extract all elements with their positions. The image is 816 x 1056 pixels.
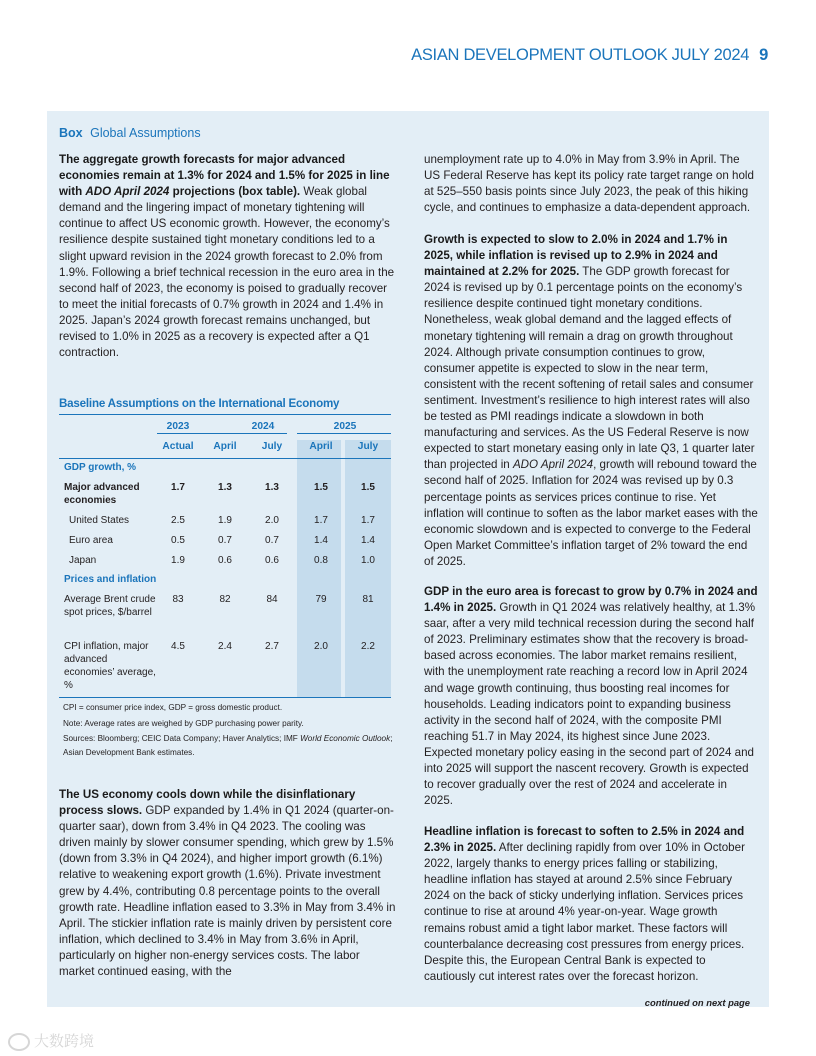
- table-cell: 1.7: [314, 515, 328, 526]
- table-cell: 1.9: [171, 555, 185, 566]
- lead-sentence: The US economy cools down while the disinflationary process slows.: [59, 788, 356, 818]
- running-header: [411, 46, 768, 65]
- table-cell: 0.7: [218, 535, 232, 546]
- sources-note: Sources: Bloomberg; CEIC Data Company; Haver Analytics; IMF World Economic Outlook; Asian Development Bank estimates.: [63, 734, 393, 757]
- row-label: Japan: [69, 555, 97, 566]
- abbreviations-note: CPI = consumer price index, GDP = gross domestic product.: [63, 703, 283, 712]
- subhead-july: July: [261, 441, 283, 452]
- page-number: 9: [759, 46, 768, 64]
- row-label: Average Brent crude spot prices, $/barrel: [64, 594, 156, 618]
- year-2025: 2025: [333, 421, 357, 432]
- row-label: Euro area: [69, 535, 113, 546]
- table-cell: 2.2: [361, 641, 375, 652]
- year-2023: 2023: [166, 421, 190, 432]
- table-cell: 2.5: [171, 515, 185, 526]
- table-title: Baseline Assumptions on the International Economy: [59, 397, 340, 410]
- box-title: [59, 126, 201, 140]
- table-cell: 2.7: [265, 641, 279, 652]
- table-cell: 0.6: [218, 555, 232, 566]
- table-cell: 1.7: [171, 482, 185, 493]
- row-label: Major advanced economies: [64, 482, 140, 506]
- table-cell: 82: [219, 594, 231, 605]
- table-cell: 81: [362, 594, 374, 605]
- subhead-july: July: [357, 441, 379, 452]
- subhead-april: April: [213, 441, 237, 452]
- table-cell: 0.5: [171, 535, 185, 546]
- table-cell: 2.4: [218, 641, 232, 652]
- table-notes: [63, 700, 393, 759]
- table-cell: 1.3: [265, 482, 279, 493]
- lead-sentence: GDP in the euro area is forecast to grow by 0.7% in 2024 and 1.4% in 2025.: [424, 585, 758, 615]
- table-cell: 83: [172, 594, 184, 605]
- lead-sentence: Growth is expected to slow to 2.0% in 2024 and 1.7% in 2025, while inflation is revised up to 2.9% in 2024 and maintained at 2.2% for 2025.: [424, 233, 728, 279]
- table-year-rule: [157, 433, 287, 434]
- weighting-note: Note: Average rates are weighed by GDP purchasing power parity.: [63, 718, 304, 728]
- table-cell: 2.0: [265, 515, 279, 526]
- table-cell: 0.6: [265, 555, 279, 566]
- table-cell: 1.3: [218, 482, 232, 493]
- right-paragraph-4: Headline inflation is forecast to soften to 2.5% in 2024 and 2.3% in 2025. After declining rapidly from over 10% in October 2022, largely thanks to energy prices falling or stabilizing, headline inflation has stayed at around 2.5% since February 2024 on the back of sticky underlying inflation. Services prices continue to rise at around 4% year-on-year. Wage growth remains robust amid a tight labor market. These factors will counterbalance decreasing cost pressures from energy prices. Despite this, the European Central Bank is expected to cautiously cut interest rates over the forecast horizon.: [424, 825, 745, 983]
- table-cell: 1.7: [361, 515, 375, 526]
- right-paragraph-2: Growth is expected to slow to 2.0% in 2024 and 1.7% in 2025, while inflation is revised up to 2.9% in 2024 and maintained at 2.2% for 2025. The GDP growth forecast for 2024 is revised up by 0.1 percentage points on the economy’s resilience despite continued tight monetary conditions. Nonetheless, weak global demand and the lagged effects of monetary tightening will remain a drag on growth throughout 2024. Although private consumption continues to grow, consumer appetite is expected to slow in the near term, consistent with the recent softening of retail sales and consumer sentiment. Investment’s resilience to high interest rates will also be tested as PMI readings indicate a slowdown in both manufacturing and services. As the US Federal Reserve is now expected to start monetary easing only in late Q3, 1 quarter later than projected in ADO April 2024, growth will rebound toward the second half of 2025. Inflation for 2024 was revised up by 0.3 percentage points as services prices continue to rise. Yet inflation will continue to soften as the labor market eases with the economic slowdown and is expected to converge to the Federal Open Market Committee’s inflation target of 2% toward the end of 2025.: [424, 233, 758, 568]
- table-cell: 2.0: [314, 641, 328, 652]
- july-column-shade: [297, 440, 341, 698]
- table-cell: 1.4: [361, 535, 375, 546]
- table-cell: 1.4: [314, 535, 328, 546]
- year-2024: 2024: [251, 421, 275, 432]
- table-year-rule: [297, 433, 391, 434]
- right-paragraph-1: unemployment rate up to 4.0% in May from 3.9% in April. The US Federal Reserve has kept its policy rate target range on hold at 525–550 basis points since July 2023, the peak of this hiking cycle, and continues to emphasize a data-dependent approach.: [424, 153, 754, 215]
- publication-title: ASIAN DEVELOPMENT OUTLOOK JULY 2024: [411, 46, 750, 64]
- lead-sentence: The aggregate growth forecasts for major advanced economies remain at 1.3% for 2024 and 1.5% for 2025 in line with ADO April 2024 projections (box table).: [59, 153, 390, 199]
- table-cell: 0.7: [265, 535, 279, 546]
- table-top-rule: [59, 414, 391, 415]
- section-gdp-growth: GDP growth, %: [64, 462, 137, 473]
- section-prices-inflation: Prices and inflation: [64, 574, 157, 585]
- watermark-logo-icon: [8, 1033, 30, 1051]
- table-cell: 1.0: [361, 555, 375, 566]
- row-label: CPI inflation, major advanced economies’ average, %: [64, 641, 156, 691]
- box-heading: Global Assumptions: [90, 126, 201, 140]
- table-cell: 79: [315, 594, 327, 605]
- paragraph-body: GDP expanded by 1.4% in Q1 2024 (quarter-on-quarter saar), down from 3.4% in Q4 2023. The cooling was driven mainly by slower consumer spending, which grew by 1.5% (down from 3.3% in Q4 2024), and higher import growth (6.1%) relative to weakening export growth (1.6%). Private investment grew by 4.4%, contributing 0.8 percentage points to the overall growth rate. Headline inflation eased to 3.3% in May from 3.4% in April. The stickier inflation rate is mainly driven by persistent core inflation, which declined to 3.4% in May from 3.6% in April, particularly on higher non-energy services costs. The labor market continued easing, with the: [59, 804, 396, 979]
- row-label: United States: [69, 515, 130, 526]
- table-bottom-rule: [59, 697, 391, 698]
- table-cell: 84: [266, 594, 278, 605]
- subhead-actual: Actual: [162, 441, 194, 452]
- table-header-rule: [59, 458, 391, 459]
- table-cell: 0.8: [314, 555, 328, 566]
- continued-note: continued on next page: [644, 997, 750, 1008]
- left-paragraph-1: [59, 152, 397, 361]
- july-column-shade: [345, 440, 391, 698]
- lead-sentence: Headline inflation is forecast to soften to 2.5% in 2024 and 2.3% in 2025.: [424, 825, 745, 855]
- table-cell: 1.5: [361, 482, 375, 493]
- assumptions-table: [59, 414, 391, 698]
- table-cell: 4.5: [171, 641, 185, 652]
- paragraph-body: Weak global demand and the lingering impact of monetary tightening will continue to affect US economic growth. However, the economy’s resilience despite sustained tight monetary conditions led to a slight upward revision in the 2024 growth forecast to 2.0% from 1.9%. Following a brief technical recession in the euro area in the second half of 2023, the economy is poised to gradually recover to meet the initial forecasts of 0.7% growth in 2024 and 1.4% in 2025. Japan’s 2024 growth forecast remains unchanged, but revised to 1.0% in 2025 as a recovery is expected after a Q1 contraction.: [59, 185, 395, 360]
- left-paragraph-2: [59, 787, 397, 980]
- table-cell: 1.5: [314, 482, 328, 493]
- right-paragraph-3: GDP in the euro area is forecast to grow by 0.7% in 2024 and 1.4% in 2025. Growth in Q1 2024 was relatively healthy, at 1.3% saar, after a very mild technical recession during the second half of 2023. Preliminary estimates show that the recovery is broad-based across economies. The labor market remains resilient, with the unemployment rate reaching a record low in April 2024 and wage growth continuing, thus boosting real incomes for households. Leading indicators point to expanding business activity in the second half of 2024, with the composite PMI reaching 51.7 in May 2024, its highest since June 2023. Expected monetary policy easing in the second part of 2024 and into 2025 will support the nascent recovery. Growth is expected to recover gradually over the rest of 2024 and accelerate in 2025.: [424, 585, 758, 808]
- table-cell: 1.9: [218, 515, 232, 526]
- box-label: Box: [59, 126, 83, 140]
- watermark: 大数跨境: [8, 1030, 94, 1051]
- subhead-april: April: [309, 441, 333, 452]
